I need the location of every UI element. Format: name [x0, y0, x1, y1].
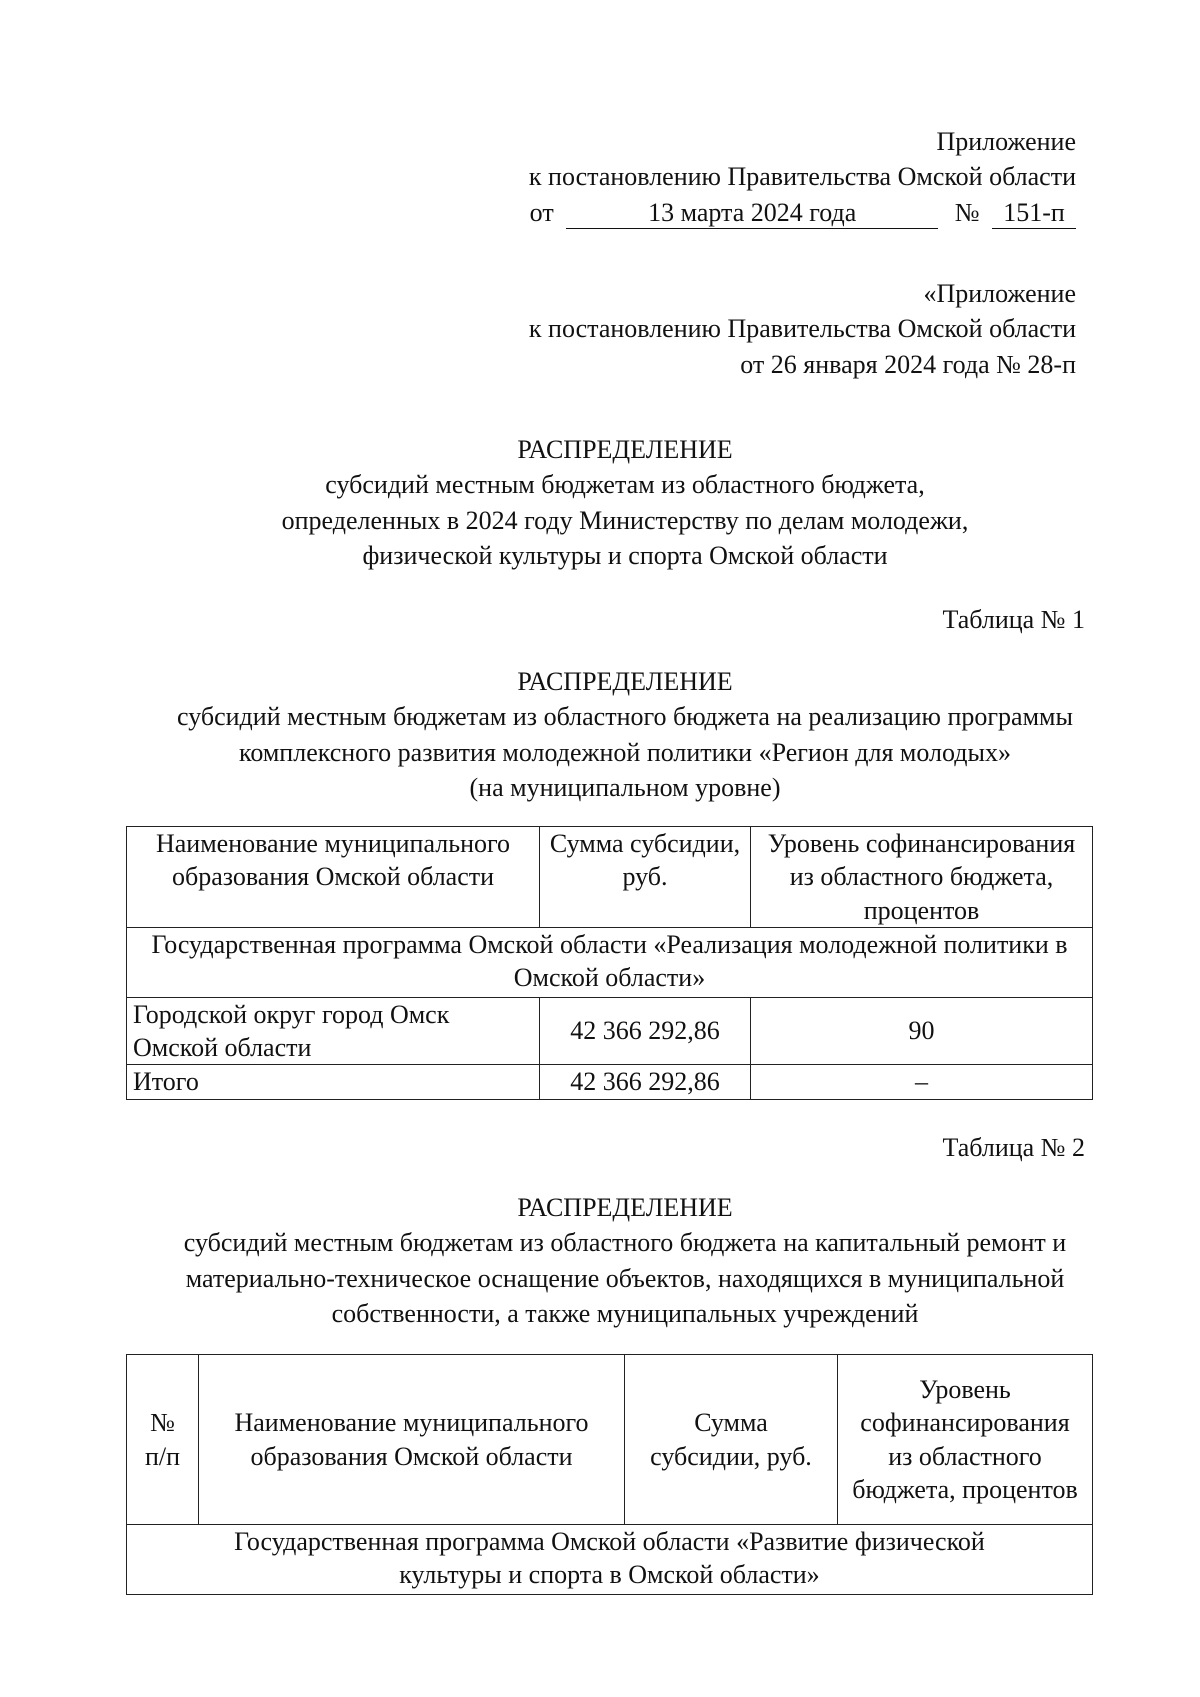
- table1-program-name: Государственная программа Омской области «Реализация молодежной политики в Омской области»: [127, 927, 1093, 997]
- original-date-line: от 26 января 2024 года № 28-п: [740, 349, 1076, 379]
- appendix-resolution-line: к постановлению Правительства Омской области: [528, 162, 1076, 192]
- table2: [126, 1354, 1093, 1595]
- appendix-number-prefix: №: [954, 197, 980, 227]
- table2-header-name: Наименование муниципального образования Омской области: [199, 1355, 625, 1525]
- table1-header-row: [127, 827, 1093, 928]
- main-heading-title: РАСПРЕДЕЛЕНИЕ: [517, 435, 733, 464]
- table2-subtitle-line-2: материально-техническое оснащение объектов, находящихся в муниципальной: [185, 1263, 1065, 1293]
- table2-label: Таблица № 2: [942, 1133, 1085, 1162]
- table1-heading: [125, 664, 1125, 805]
- appendix-date-line: [529, 195, 1076, 230]
- table2-heading: [125, 1190, 1125, 1331]
- original-appendix-title: «Приложение: [923, 279, 1076, 308]
- table2-subtitle-line-1: субсидий местным бюджетам из областного бюджета на капитальный ремонт и: [183, 1228, 1067, 1258]
- table1-row-name: Городской округ город Омск Омской области: [127, 997, 540, 1065]
- table2-program-name: Государственная программа Омской области «Развитие физической культуры и спорта в Омской области»: [127, 1525, 1093, 1595]
- table1-title: РАСПРЕДЕЛЕНИЕ: [517, 667, 733, 696]
- appendix-number-field: [992, 198, 1076, 229]
- table1-total-row: [127, 1065, 1093, 1099]
- table1-header-level: Уровень софинансирования из областного бюджета, процентов: [751, 827, 1093, 928]
- table1-row-level: 90: [751, 997, 1093, 1065]
- appendix-from-prefix: от: [529, 197, 554, 227]
- table1-header-name: Наименование муниципального образования Омской области: [127, 827, 540, 928]
- table1-header-sum: Сумма субсидии, руб.: [540, 827, 751, 928]
- table2-program-row: [127, 1525, 1093, 1595]
- table1-row-sum: 42 366 292,86: [540, 997, 751, 1065]
- appendix-date-value: 13 марта 2024 года: [648, 197, 857, 227]
- appendix-original-block: [529, 276, 1076, 382]
- table1-subtitle-line-3: (на муниципальном уровне): [469, 773, 781, 803]
- table-row: [127, 997, 1093, 1065]
- table1-total-name: Итого: [127, 1065, 540, 1099]
- table2-title: РАСПРЕДЕЛЕНИЕ: [517, 1193, 733, 1222]
- table2-header-level: Уровень софинансирования из областного бюджета, процентов: [838, 1355, 1093, 1525]
- table2-header-num: № п/п: [127, 1355, 199, 1525]
- main-heading: [125, 432, 1125, 573]
- table1-subtitle-line-1: субсидий местным бюджетам из областного бюджета на реализацию программы: [177, 702, 1073, 732]
- table1-subtitle-line-2: комплексного развития молодежной политики «Регион для молодых»: [239, 737, 1011, 767]
- appendix-number-value: 151-п: [1003, 197, 1065, 227]
- original-resolution-line: к постановлению Правительства Омской области: [528, 314, 1076, 344]
- table1: [126, 826, 1093, 1100]
- main-heading-line-3: физической культуры и спорта Омской области: [362, 541, 888, 571]
- table2-header-row: [127, 1355, 1093, 1525]
- table1-total-sum: 42 366 292,86: [540, 1065, 751, 1099]
- table2-header-sum: Сумма субсидии, руб.: [625, 1355, 838, 1525]
- main-heading-line-2: определенных в 2024 году Министерству по делам молодежи,: [281, 505, 969, 535]
- table1-label: Таблица № 1: [942, 605, 1085, 634]
- table1-total-level: –: [751, 1065, 1093, 1099]
- main-heading-line-1: субсидий местным бюджетам из областного бюджета,: [325, 470, 925, 500]
- appendix-title: Приложение: [936, 127, 1076, 156]
- appendix-current-block: [529, 124, 1076, 230]
- appendix-date-field: [566, 198, 938, 229]
- table2-subtitle-line-3: собственности, а также муниципальных учреждений: [331, 1299, 919, 1329]
- table1-program-row: [127, 927, 1093, 997]
